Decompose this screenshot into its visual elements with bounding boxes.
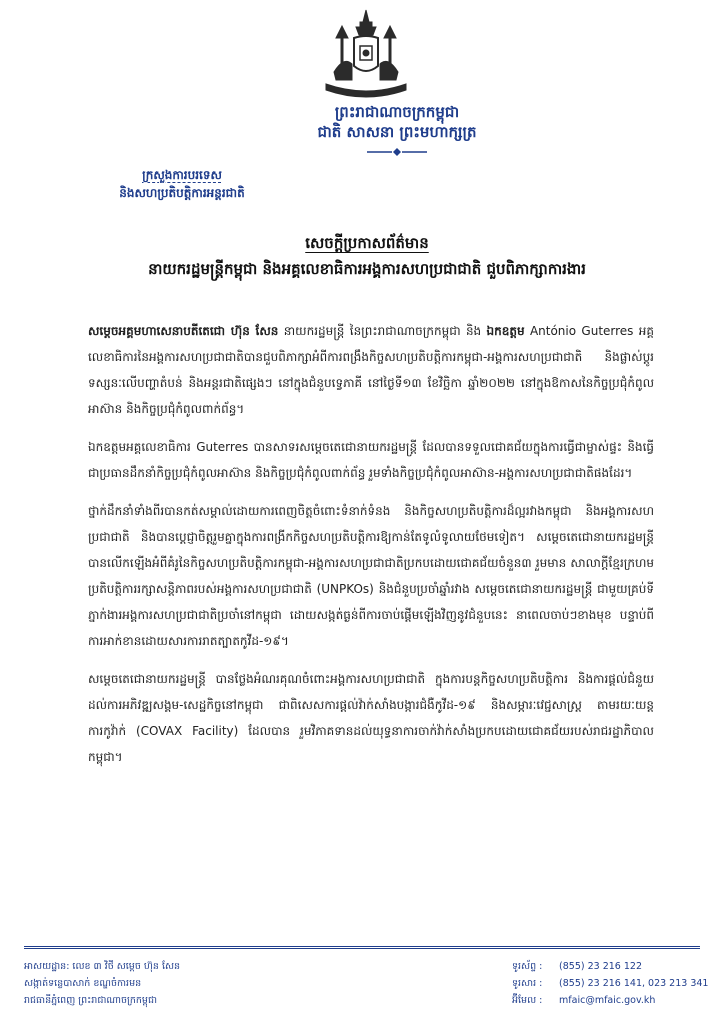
address-line-3: រាជធានីភ្នំពេញ ព្រះរាជាណាចក្រកម្ពុជា: [24, 995, 157, 1006]
phone-number: (855) 23 216 122: [559, 961, 642, 972]
address-line-1: អាសយដ្ឋាន: លេខ ៣ វិថី សម្តេច ហ៊ុន សែន: [24, 961, 181, 972]
ministry-name: [92, 166, 272, 202]
paragraph-1-text: António Guterres អគ្គលេខាធិការនៃអង្គការសហប្រជាជាតិបានជួបពិភាក្សាអំពីការពង្រឹងកិច្ចសហប្រតិបត្តិការកម្ពុជា-អង្គការសហប្រជាជាតិ និងផ្លាស់ប្តូរទស្សនៈលើបញ្ហាតំបន់ និងអន្តរជាតិផ្សេងៗ នៅក្នុងជំនួបទ្វេភាគី នៅថ្ងៃទី១៣ ខែវិច្ឆិកា ឆ្នាំ២០២២ នៅក្នុងឱកាសនៃកិច្ចប្រជុំកំពូលអាស៊ាន និងកិច្ចប្រជុំកំពូលពាក់ព័ន្ធ។: [88, 324, 654, 416]
national-motto: ជាតិ សាសនា ព្រះមហាក្សត្រ: [317, 123, 477, 141]
email-row: [512, 992, 712, 1009]
email-label: អ៊ីមែល :: [512, 995, 543, 1006]
footer-contact: [512, 958, 712, 1009]
royal-emblem-icon: [316, 8, 416, 100]
fax-number: (855) 23 216 141, 023 213 341: [559, 978, 709, 989]
paragraph-2: ឯកឧត្តមអគ្គលេខាធិការ Guterres បានសាទរសម្តេចតេជោនាយករដ្ឋមន្ត្រី ដែលបានទទួលជោគជ័យក្នុងការធ្វើជាម្ចាស់ផ្ទះ និងធ្វើជាប្រធានដឹកនាំកិច្ចប្រជុំកំពូលអាស៊ាន និងកិច្ចប្រជុំកំពូលពាក់ព័ន្ធ រួមទាំងកិច្ចប្រជុំកំពូលអាស៊ាន-អង្គការសហប្រជាជាតិផងដែរ។: [88, 440, 654, 480]
ornament-divider: [272, 142, 522, 152]
footer-divider: [24, 946, 700, 949]
address-line-2: សង្កាត់ទន្លេបាសាក់ ខណ្ឌចំការមន: [24, 978, 142, 989]
document-type: សេចក្តីប្រកាសព័ត៌មាន: [305, 234, 429, 252]
press-release-title: [92, 230, 642, 282]
kingdom-name: ព្រះរាជាណាចក្រកម្ពុជា: [334, 103, 460, 121]
fax-label: ទូរសារ :: [512, 978, 543, 989]
pm-name: សម្តេចអគ្គមហាសេនាបតីតេជោ ហ៊ុន សែន: [88, 324, 279, 338]
kingdom-motto: [272, 102, 522, 152]
paragraph-1-mid: នាយករដ្ឋមន្ត្រី នៃព្រះរាជាណាចក្រកម្ពុជា និង: [278, 324, 487, 338]
paragraph-3: ថ្នាក់ដឹកនាំទាំងពីរបានកត់សម្គាល់ដោយការពេញចិត្តចំពោះទំនាក់ទំនង និងកិច្ចសហប្រតិបត្តិការដ៏ល្អរវាងកម្ពុជា និងអង្គការសហប្រជាជាតិ និងបានប្តេជ្ញាចិត្តរួមគ្នាក្នុងការពង្រីកកិច្ចសហប្រតិបត្តិការឱ្យកាន់តែទូលំទូលាយថែមទៀត។ សម្តេចតេជោនាយករដ្ឋមន្ត្រី បានលើកឡើងអំពីគំរូនៃកិច្ចសហប្រតិបត្តិការកម្ពុជា-អង្គការសហប្រជាជាតិប្រកបដោយជោគជ័យចំនួន៣ រួមមាន សាលាក្តីខ្មែរក្រហម ប្រតិបត្តិការរក្សាសន្តិភាពរបស់អង្គការសហប្រជាជាតិ (UNPKOs) និងជំនួបប្រចាំឆ្នាំរវាង សម្តេចតេជោនាយករដ្ឋមន្ត្រី ជាមួយគ្រប់ទីភ្នាក់ងារអង្គការសហប្រជាជាតិប្រចាំនៅកម្ពុជា ដោយសង្កត់ធ្ងន់ពីការចាប់ផ្តើមឡើងវិញនូវជំនួបនេះ នាពេលចាប់ៗខាងមុខ បន្ទាប់ពីការអាក់ខានដោយសារការរាតត្បាតកូវីដ-១៩។: [88, 504, 654, 648]
press-release-body: [88, 318, 654, 782]
honorific: ឯកឧត្តម: [486, 324, 525, 338]
ministry-line-2: និងសហប្រតិបត្តិការអន្តរជាតិ: [119, 186, 245, 200]
ministry-line-1: ក្រសួងការបរទេស: [142, 168, 222, 182]
paragraph-1: [88, 318, 654, 422]
email-address[interactable]: mfaic@mfaic.gov.kh: [559, 995, 656, 1006]
phone-label: ទូរស័ព្ទ :: [512, 961, 543, 972]
headline: នាយករដ្ឋមន្ត្រីកម្ពុជា និងអគ្គលេខាធិការអង្គការសហប្រជាជាតិ ជួបពិភាក្សាការងារ: [148, 260, 586, 278]
phone-row: [512, 958, 712, 975]
fax-row: [512, 975, 712, 992]
paragraph-4: សម្តេចតេជោនាយករដ្ឋមន្ត្រី បានថ្លែងអំណរគុណចំពោះអង្គការសហប្រជាជាតិ ក្នុងការបន្តកិច្ចសហប្រតិបត្តិការ និងការផ្តល់ជំនួយដល់ការអភិវឌ្ឍសង្គម-សេដ្ឋកិច្ចនៅកម្ពុជា ជាពិសេសការផ្តល់វ៉ាក់សាំងបង្ការជំងឺកូវីដ-១៩ និងសម្ភារៈវេជ្ជសាស្ត្រ តាមរយៈយន្តការកូវ៉ាក់ (COVAX Facility) ដែលបាន រួមវិភាគទានដល់យុទ្ធនាការចាក់វ៉ាក់សាំងប្រកបដោយជោគជ័យរបស់រាជរដ្ឋាភិបាលកម្ពុជា។: [88, 672, 654, 764]
footer-address: [24, 958, 354, 1009]
